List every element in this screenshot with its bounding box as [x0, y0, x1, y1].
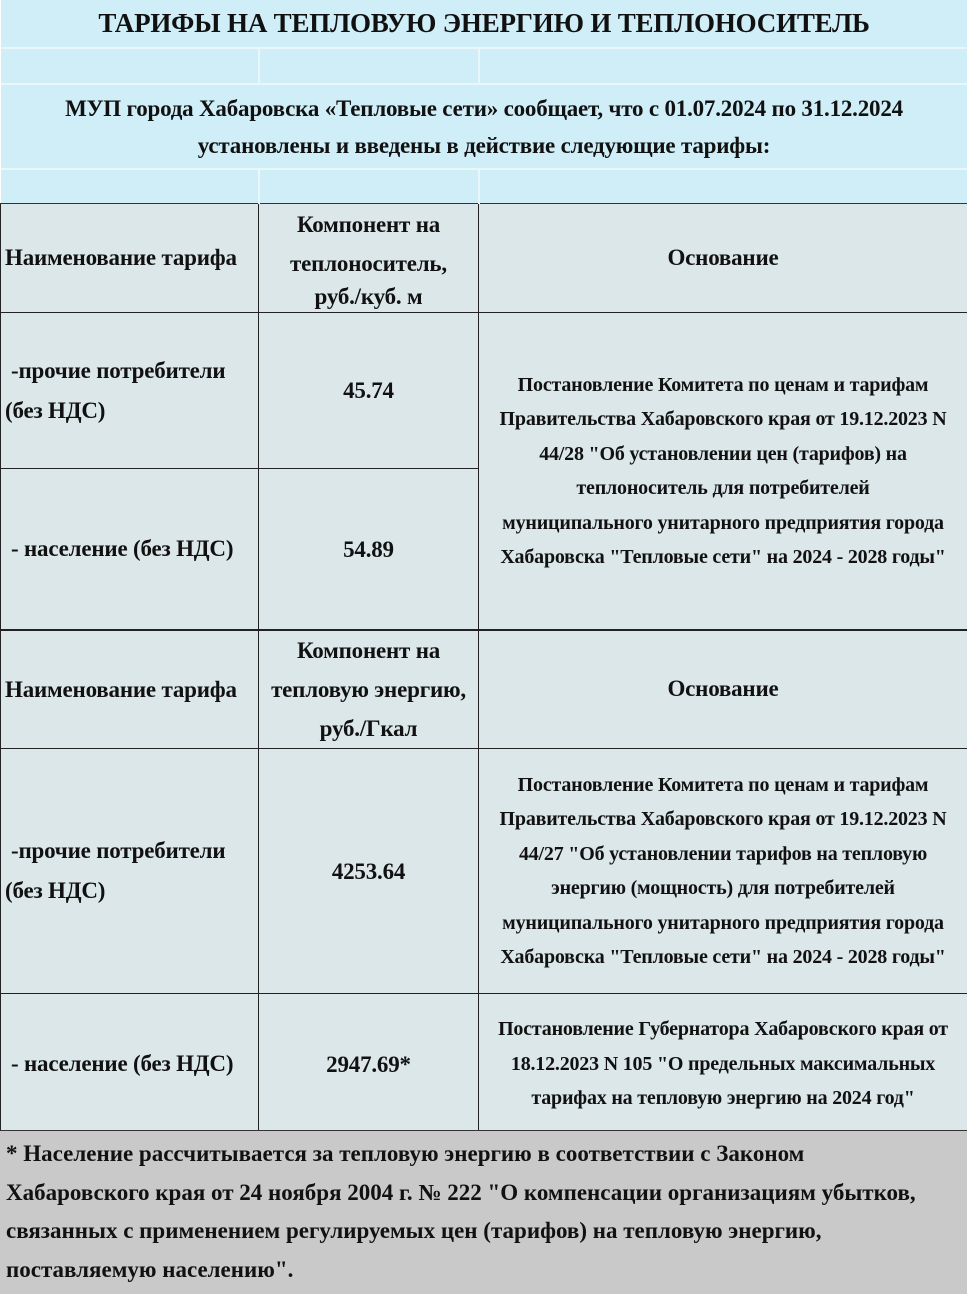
tariff-name-header: Наименование тарифа	[1, 630, 259, 749]
energy-component-header: Компонент на тепловую энергию, руб./Гкал	[259, 630, 479, 749]
title-row	[1, 0, 967, 48]
footnote-line: связанных с применением регулируемых цен (тарифов) на тепловую энергию,	[6, 1218, 822, 1243]
table-row	[1, 313, 967, 469]
coolant-component-header: Компонент на теплоноситель, руб./куб. м	[259, 204, 479, 313]
basis-header: Основание	[479, 204, 967, 313]
spacer-row	[1, 48, 967, 84]
footnote	[0, 1130, 967, 1294]
table-row	[1, 994, 967, 1135]
tariff-value-cell: 45.74	[259, 313, 479, 469]
page-title: ТАРИФЫ НА ТЕПЛОВУЮ ЭНЕРГИЮ И ТЕПЛОНОСИТЕЛЬ	[1, 0, 967, 48]
tariff-name-header: Наименование тарифа	[1, 204, 259, 313]
notice-text	[1, 84, 967, 169]
basis-cell: Постановление Комитета по ценам и тарифам Правительства Хабаровского края от 19.12.2023 N 44/27 "Об установлении тарифов на тепловую энергию (мощность) для потребителей муниципального унитарного предприятия города Хабаровска "Тепловые сети" на 2024 - 2028 годы"	[479, 749, 967, 994]
basis-cell: Постановление Губернатора Хабаровского края от 18.12.2023 N 105 "О предельных максимальных тарифах на тепловую энергию на 2024 год"	[479, 994, 967, 1135]
spacer-row	[1, 169, 967, 204]
tariff-name-cell: - население (без НДС)	[1, 994, 259, 1135]
notice-row	[1, 84, 967, 169]
table-row	[1, 749, 967, 994]
tariff-value-cell: 54.89	[259, 469, 479, 631]
basis-header: Основание	[479, 630, 967, 749]
footnote-line: поставляемую населению".	[6, 1256, 294, 1282]
tariff-name-cell: -прочие потребители (без НДС)	[1, 749, 259, 994]
basis-cell: Постановление Комитета по ценам и тарифам Правительства Хабаровского края от 19.12.2023 N 44/28 "Об установлении цен (тарифов) на теплоноситель для потребителей муниципального унитарного предприятия города Хабаровска "Тепловые сети" на 2024 - 2028 годы"	[479, 313, 967, 631]
coolant-section	[1, 204, 967, 631]
energy-section	[1, 630, 967, 1135]
coolant-header-row	[1, 204, 967, 313]
tariff-name-cell: -прочие потребители (без НДС)	[1, 313, 259, 469]
footnote-line: * Население рассчитывается за тепловую энергию в соответствии с Законом	[6, 1141, 805, 1166]
notice-line-1: МУП города Хабаровска «Тепловые сети» сообщает, что с 01.07.2024 по 31.12.2024	[65, 95, 903, 121]
tariff-value-cell: 2947.69*	[259, 994, 479, 1135]
notice-line-2: установлены и введены в действие следующие тарифы:	[197, 132, 771, 158]
footnote-line: Хабаровского края от 24 ноября 2004 г. № 222 "О компенсации организациям убытков,	[6, 1179, 916, 1205]
tariff-name-cell: - население (без НДС)	[1, 469, 259, 631]
energy-header-row	[1, 630, 967, 749]
tariff-value-cell: 4253.64	[259, 749, 479, 994]
